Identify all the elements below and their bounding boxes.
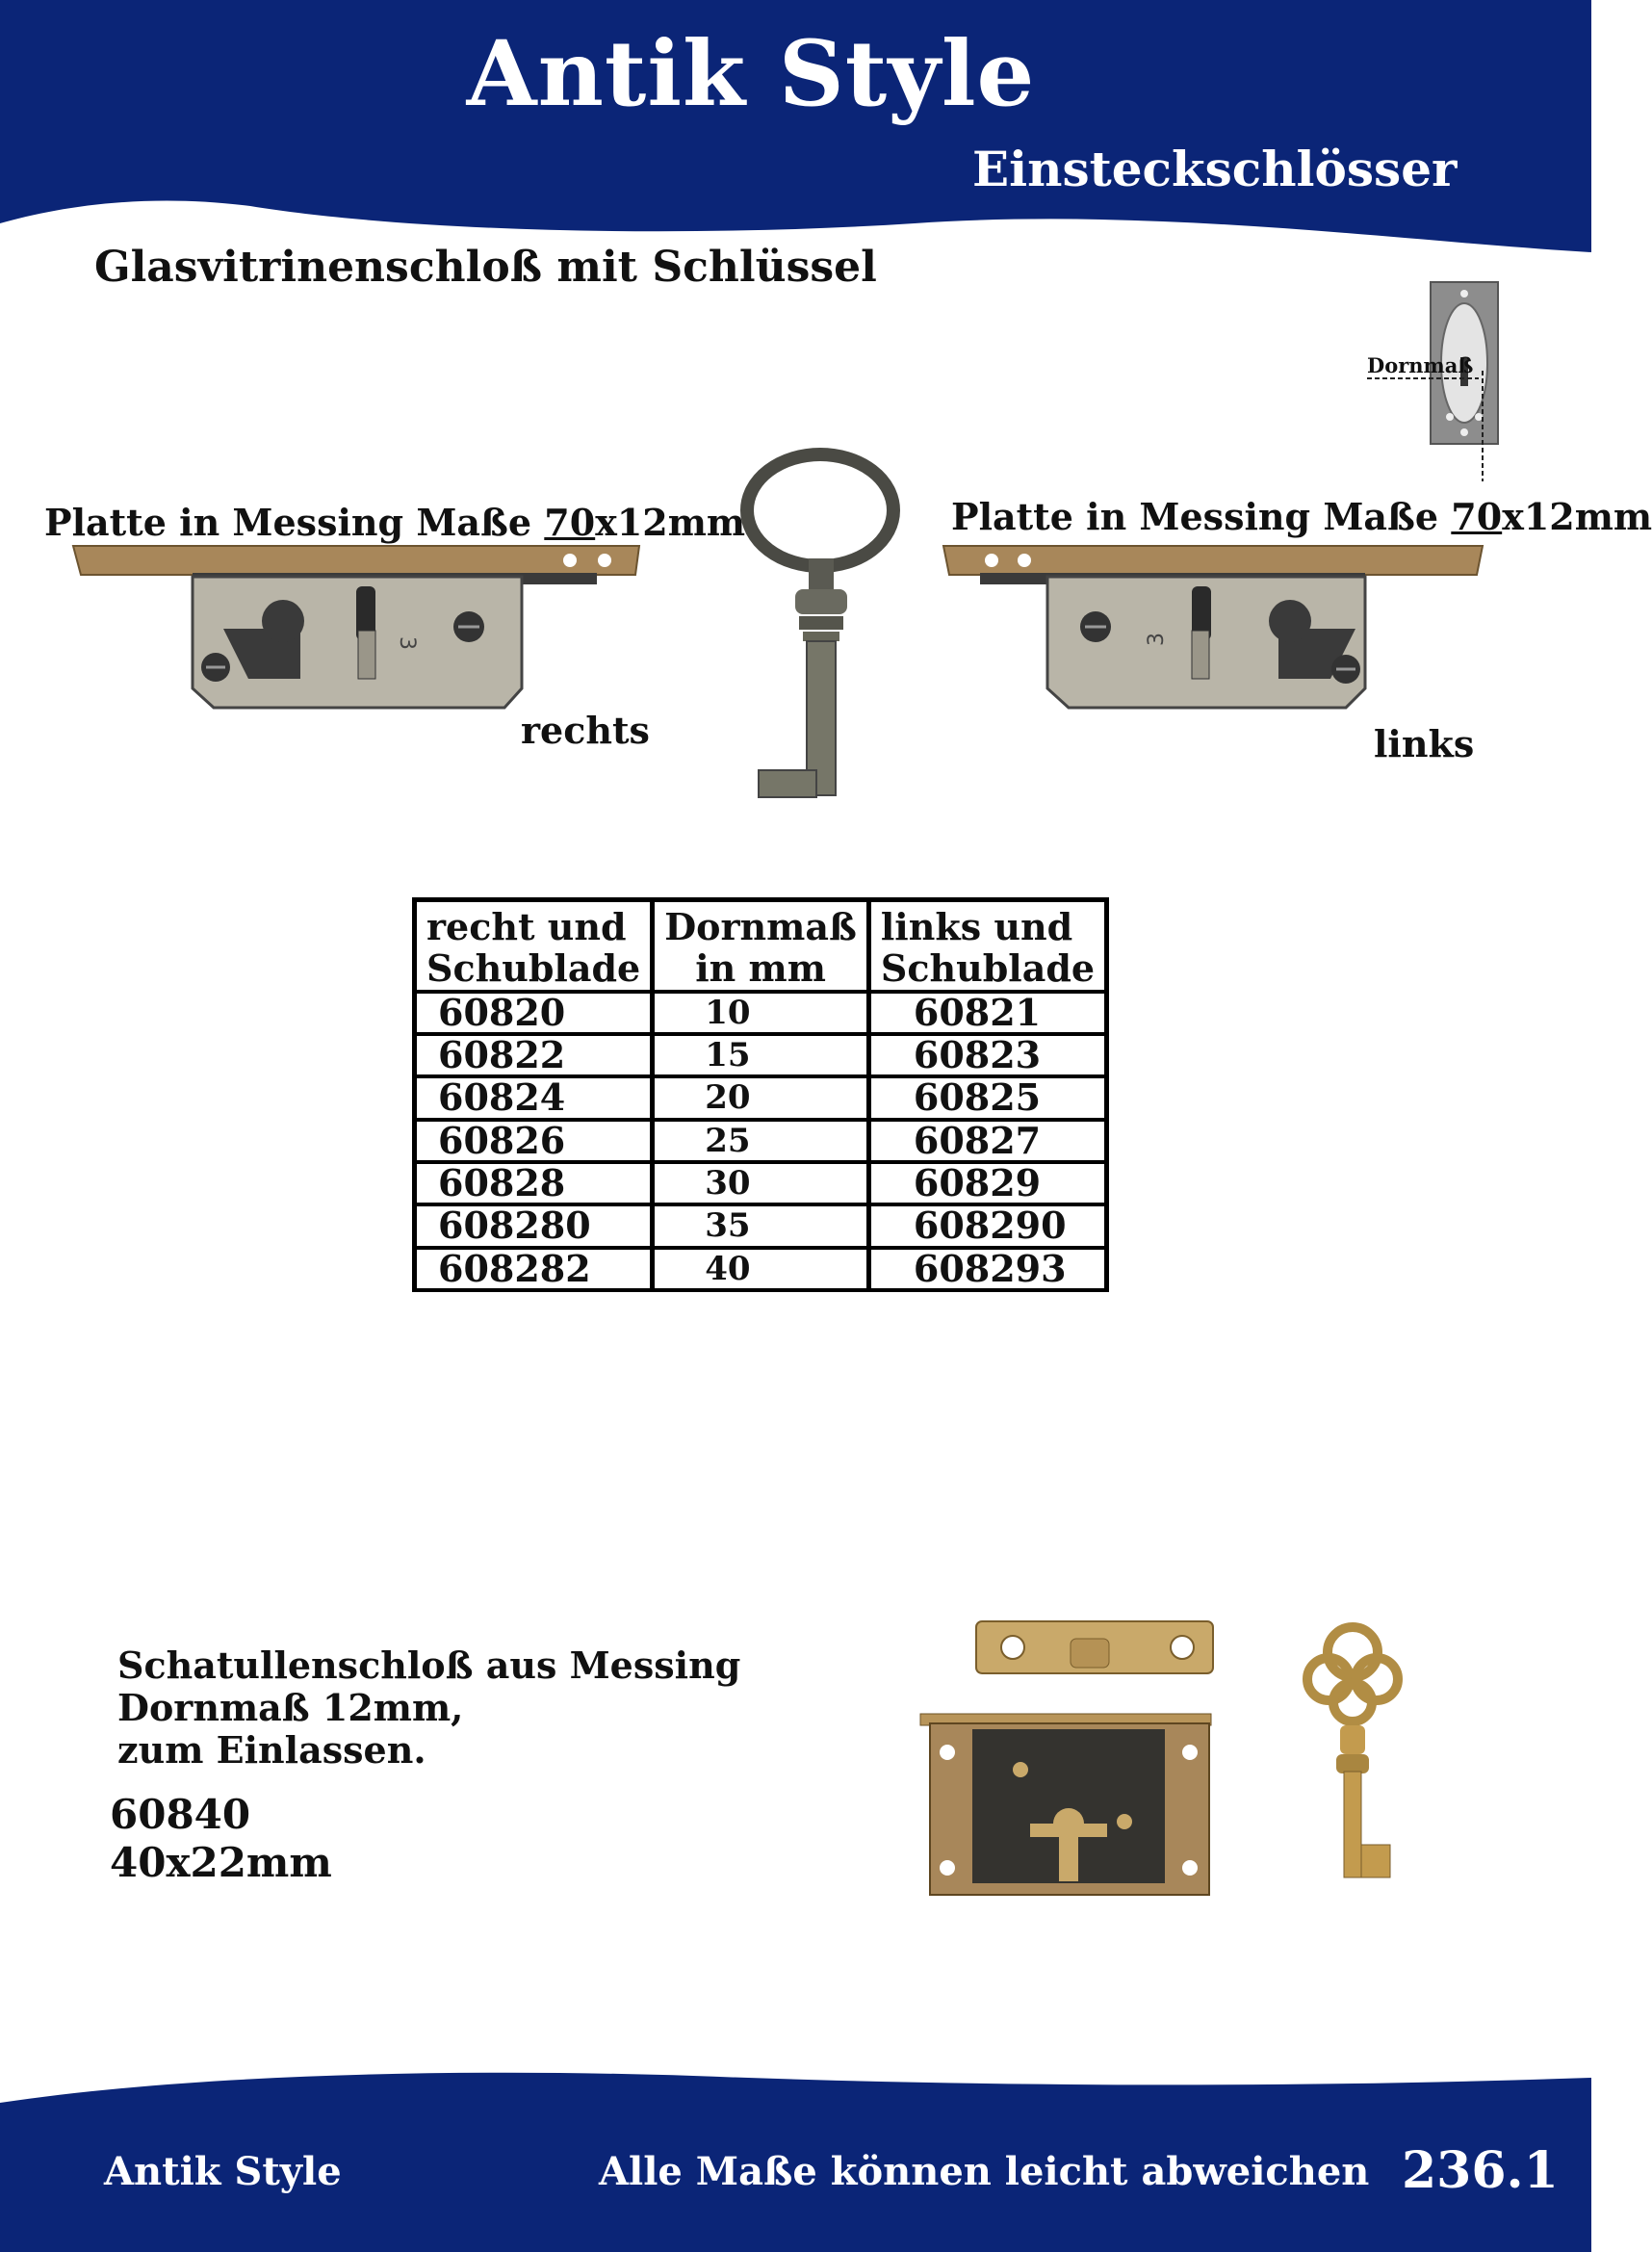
table-cell: 60820 (415, 992, 653, 1034)
table-cell: 35 (653, 1204, 869, 1247)
section-title: Einsteckschlösser (972, 141, 1458, 197)
table-cell: 60826 (415, 1120, 653, 1162)
table-header-row (415, 900, 1107, 992)
table-row (415, 1162, 1107, 1204)
footer-disclaimer: Alle Maße können leicht abweichen (599, 2149, 1370, 2194)
table-cell: 15 (653, 1034, 869, 1076)
table-cell: 60829 (868, 1162, 1106, 1204)
lock-left-hand-image (942, 544, 1490, 717)
dornmass-diagram (1365, 274, 1519, 486)
table-cell: 60824 (415, 1076, 653, 1119)
table-cell: 40 (653, 1248, 869, 1290)
casket-size: 40x22mm (110, 1839, 332, 1886)
casket-lock-image (915, 1618, 1261, 1897)
table-row (415, 1034, 1107, 1076)
table-row (415, 1120, 1107, 1162)
table-header-cell: links und Schublade (868, 900, 1106, 992)
key-image (732, 443, 915, 809)
footer-brand: Antik Style (104, 2149, 342, 2194)
table-cell: 60821 (868, 992, 1106, 1034)
table-row (415, 1076, 1107, 1119)
table-cell: 25 (653, 1120, 869, 1162)
table-row (415, 1248, 1107, 1290)
table-cell: 60822 (415, 1034, 653, 1076)
svg-text:3: 3 (395, 636, 419, 650)
lock-right-hand-image (69, 544, 647, 717)
casket-lock-description (117, 1644, 740, 1772)
product-title: Glasvitrinenschloß mit Schlüssel (94, 243, 877, 292)
table-header-cell: Dornmaß in mm (653, 900, 869, 992)
svg-text:3: 3 (1145, 633, 1169, 646)
casket-line-1: Schatullenschloß aus Messing (117, 1644, 741, 1687)
casket-line-2: Dornmaß 12mm, (117, 1686, 464, 1729)
table-cell: 608293 (868, 1248, 1106, 1290)
table-cell: 60825 (868, 1076, 1106, 1119)
table-cell: 608280 (415, 1204, 653, 1247)
table-cell: 60827 (868, 1120, 1106, 1162)
label-links: links (1374, 722, 1475, 765)
table-row (415, 1204, 1107, 1247)
table-cell: 608290 (868, 1204, 1106, 1247)
table-cell: 30 (653, 1162, 869, 1204)
casket-article-number: 60840 (110, 1791, 251, 1838)
casket-line-3: zum Einlassen. (117, 1728, 426, 1772)
ornate-key-image (1280, 1618, 1425, 1887)
table-cell: 10 (653, 992, 869, 1034)
plate-label-right: Platte in Messing Maße 70x12mm (951, 495, 1652, 538)
table-cell: 20 (653, 1076, 869, 1119)
dornmass-diagram-label: Dornmaß (1367, 353, 1474, 377)
page-number: 236.1 (1402, 2141, 1559, 2200)
table-cell: 60823 (868, 1034, 1106, 1076)
table-cell: 60828 (415, 1162, 653, 1204)
table-cell: 608282 (415, 1248, 653, 1290)
plate-label-left: Platte in Messing Maße 70x12mm (44, 501, 746, 544)
spec-table (412, 897, 1109, 1292)
casket-lock-info (110, 1791, 332, 1887)
brand-title: Antik Style (466, 21, 1036, 127)
label-rechts: rechts (521, 709, 650, 752)
table-header-cell: recht und Schublade (415, 900, 653, 992)
table-row (415, 992, 1107, 1034)
